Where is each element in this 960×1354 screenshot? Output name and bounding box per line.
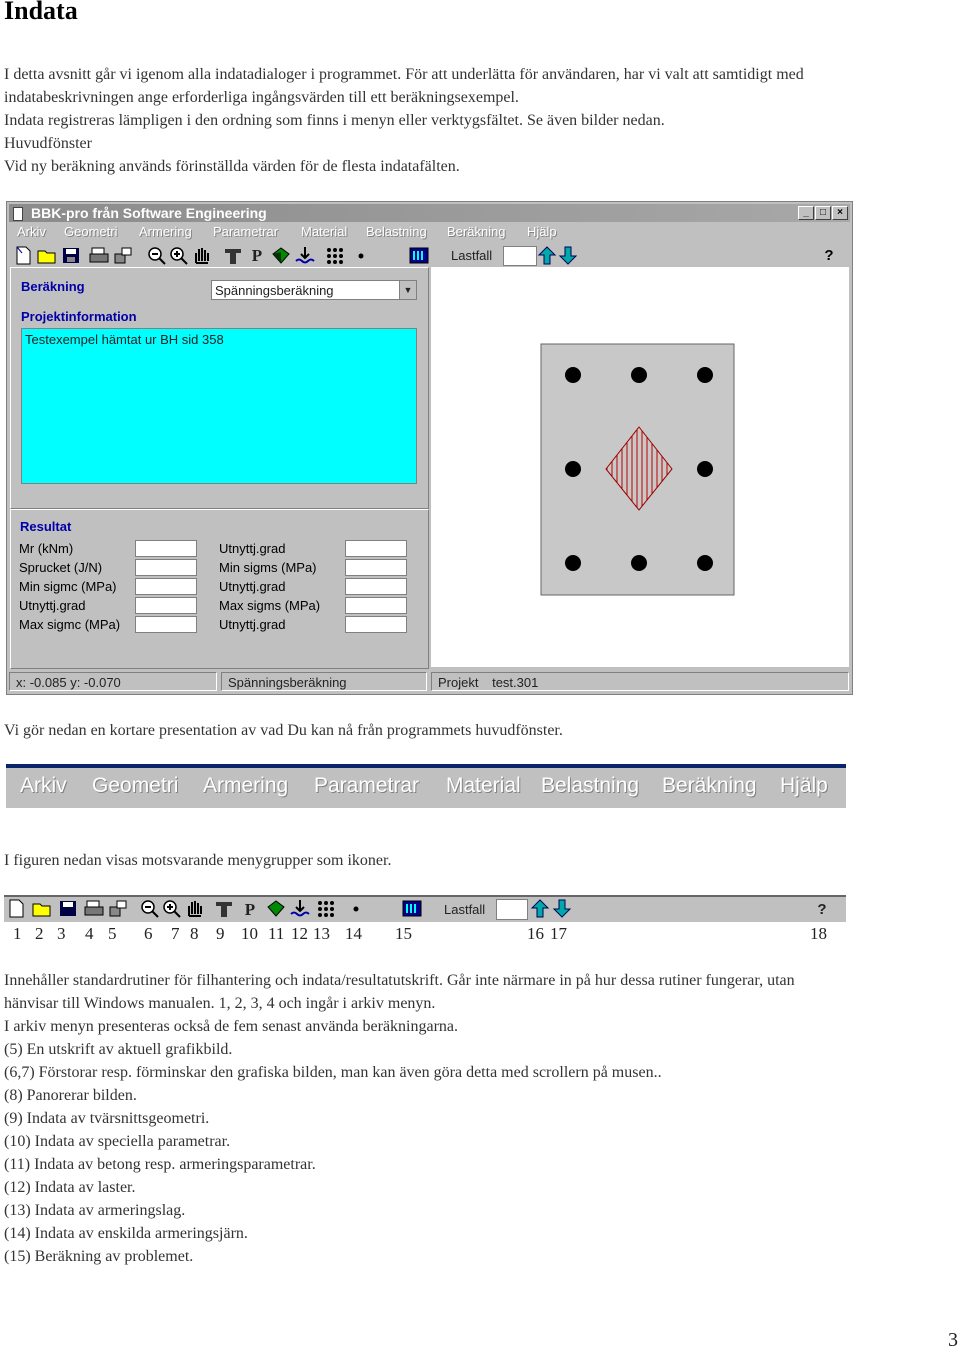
rebar	[631, 367, 647, 383]
toolbar-number: 2	[35, 924, 44, 943]
toolbar-enlarged	[4, 895, 846, 922]
big-zoom-in-icon[interactable]	[162, 899, 182, 918]
section-geometry-icon[interactable]	[223, 246, 243, 265]
result-field-max-sigms[interactable]	[345, 597, 407, 614]
project-info-text: Testexempel hämtat ur BH sid 358	[25, 332, 224, 347]
result-field-min-sigmc[interactable]	[135, 578, 197, 595]
toolbar-number: 13	[313, 924, 330, 943]
toolbar-number: 6	[144, 924, 153, 943]
big-arrow-up-icon[interactable]	[530, 899, 550, 918]
rebar	[697, 367, 713, 383]
result-label-max-sigmc: Max sigmc (MPa)	[19, 617, 121, 632]
zoom-in-icon[interactable]	[169, 246, 189, 265]
input-panel	[10, 267, 429, 509]
projekt-label: Projektinformation	[21, 309, 137, 324]
result-field-min-sigms[interactable]	[345, 559, 407, 576]
toolbar-number: 5	[108, 924, 117, 943]
save-icon[interactable]	[61, 246, 81, 265]
window-title: BBK-pro från Software Engineering	[31, 205, 267, 221]
arrow-up-icon[interactable]	[537, 246, 557, 265]
big-zoom-out-icon[interactable]	[140, 899, 160, 918]
cross-section-drawing	[431, 267, 849, 667]
toolbar-number: 3	[57, 924, 66, 943]
body-line-11: (13) Indata av armeringslag.	[4, 1202, 186, 1219]
result-panel	[10, 509, 429, 669]
result-field-utnyttj-2[interactable]	[345, 540, 407, 557]
menu-hjalp[interactable]: Hjälp	[527, 224, 557, 239]
big-material-icon[interactable]	[266, 899, 286, 918]
single-bar-icon[interactable]	[351, 246, 371, 265]
rebar	[565, 461, 581, 477]
big-loads-icon[interactable]	[290, 899, 310, 918]
intro-line-5: Vid ny beräkning används förinställda värden för de flesta indatafälten.	[4, 158, 460, 175]
big-print-preview-icon[interactable]	[108, 899, 128, 918]
reinforcement-layers-icon[interactable]	[325, 246, 345, 265]
body-line-9: (11) Indata av betong resp. armeringsparametrar.	[4, 1156, 316, 1173]
berakning-label: Beräkning	[21, 279, 85, 294]
big-reinforcement-layers-icon[interactable]	[316, 899, 336, 918]
body-line-7: (9) Indata av tvärsnittsgeometri.	[4, 1110, 210, 1127]
menu-armering[interactable]: Armering	[139, 224, 192, 239]
big-menu-berakning[interactable]: Beräkning	[662, 774, 757, 797]
result-field-utnyttj-4[interactable]	[345, 616, 407, 633]
body-line-1: Innehåller standardrutiner för filhantering och indata/resultatutskrift. Går inte närmare in på hur dessa rutiner fungerar, utan	[4, 972, 795, 989]
lastfall-input[interactable]	[503, 246, 537, 266]
app-icon	[13, 207, 23, 221]
intro-line-2: indatabeskrivningen ange erforderliga ingångsvärden till ett beräkningsexempel.	[4, 89, 519, 106]
result-label-utnyttj-2: Utnyttj.grad	[219, 541, 286, 556]
status-bar	[9, 670, 850, 692]
rebar	[697, 555, 713, 571]
toolbar-number: 10	[241, 924, 258, 943]
print-preview-icon[interactable]	[113, 246, 133, 265]
big-single-bar-icon[interactable]	[346, 899, 366, 918]
big-menu-parametrar[interactable]: Parametrar	[314, 774, 420, 797]
rebar	[697, 461, 713, 477]
toolbar-number: 12	[291, 924, 308, 943]
minimize-button[interactable]: _	[798, 206, 814, 220]
status-mode: Spänningsberäkning	[221, 672, 427, 691]
title-bar	[9, 204, 850, 222]
big-parameters-icon[interactable]: P	[244, 900, 256, 919]
status-project-file: test.301	[492, 675, 539, 690]
zoom-out-icon[interactable]	[147, 246, 167, 265]
status-project	[431, 672, 849, 691]
berakning-select-value: Spänningsberäkning	[215, 283, 334, 298]
menu-arkiv[interactable]: Arkiv	[17, 224, 46, 239]
big-help-icon[interactable]: ?	[817, 901, 827, 918]
toolbar-number: 8	[190, 924, 199, 943]
big-print-icon[interactable]	[84, 899, 104, 918]
big-arrow-down-icon[interactable]	[552, 899, 572, 918]
toolbar-number: 11	[268, 924, 285, 943]
result-label-min-sigmc: Min sigmc (MPa)	[19, 579, 117, 594]
toolbar	[11, 244, 848, 268]
toolbar-number: 4	[85, 924, 94, 943]
help-icon[interactable]: ?	[824, 247, 834, 264]
big-calculate-icon[interactable]	[402, 899, 422, 918]
menu-belastning[interactable]: Belastning	[366, 224, 427, 239]
status-coords: x: -0.085 y: -0.070	[9, 672, 217, 691]
body-line-2: hänvisar till Windows manualen. 1, 2, 3, 4 och ingår i arkiv menyn.	[4, 995, 436, 1012]
pan-hand-icon[interactable]	[191, 246, 211, 265]
berakning-select[interactable]	[211, 280, 417, 300]
toolbar-number: 7	[171, 924, 180, 943]
menu-bar-enlarged	[6, 764, 846, 808]
big-menu-hjalp[interactable]: Hjälp	[780, 774, 828, 797]
big-menu-armering[interactable]: Armering	[203, 774, 289, 797]
result-field-utnyttj-3[interactable]	[345, 578, 407, 595]
big-menu-belastning[interactable]: Belastning	[541, 774, 640, 797]
big-menu-material[interactable]: Material	[446, 774, 521, 797]
result-label-min-sigms: Min sigms (MPa)	[219, 560, 317, 575]
body-line-8: (10) Indata av speciella parametrar.	[4, 1133, 231, 1150]
result-field-utnyttj-1[interactable]	[135, 597, 197, 614]
close-button[interactable]: ×	[832, 206, 848, 220]
toolbar-number: 1	[13, 924, 22, 943]
result-label-utnyttj-3: Utnyttj.grad	[219, 579, 286, 594]
result-field-max-sigmc[interactable]	[135, 616, 197, 633]
rebar	[631, 555, 647, 571]
big-section-geometry-icon[interactable]	[214, 899, 234, 918]
arrow-down-icon[interactable]	[558, 246, 578, 265]
result-label-sprucket: Sprucket (J/N)	[19, 560, 103, 575]
parameters-icon[interactable]: P	[251, 246, 263, 265]
big-lastfall-input[interactable]	[496, 899, 528, 920]
toolbar-number: 15	[395, 924, 412, 943]
big-pan-hand-icon[interactable]	[184, 899, 204, 918]
intro-line-1: I detta avsnitt går vi igenom alla indatadialoger i programmet. För att underlätta för användaren, har vi valt att samtidigt med	[4, 66, 804, 83]
page-title: Indata	[4, 0, 78, 25]
app-window	[6, 201, 853, 695]
rebar	[565, 367, 581, 383]
project-info-textarea[interactable]	[21, 328, 417, 484]
big-open-folder-icon[interactable]	[32, 899, 52, 918]
toolbar-number: 18	[810, 924, 827, 943]
body-line-12: (14) Indata av enskilda armeringsjärn.	[4, 1225, 248, 1242]
loads-icon[interactable]	[295, 246, 315, 265]
toolbar-number: 14	[345, 924, 362, 943]
big-lastfall-label: Lastfall	[444, 902, 486, 917]
calculate-icon[interactable]	[409, 246, 429, 265]
intro-line-3: Indata registreras lämpligen i den ordning som finns i menyn eller verktygsfältet. Se även bilder nedan.	[4, 112, 665, 129]
toolbar-number: 9	[216, 924, 225, 943]
intro-line-4: Huvudfönster	[4, 135, 92, 152]
page-number: 3	[948, 1329, 958, 1351]
body-line-10: (12) Indata av laster.	[4, 1179, 136, 1196]
menu-material[interactable]: Material	[301, 224, 348, 239]
body-line-3: I arkiv menyn presenteras också de fem senast använda beräkningarna.	[4, 1018, 459, 1035]
big-save-icon[interactable]	[58, 899, 78, 918]
lastfall-label: Lastfall	[451, 248, 493, 263]
result-field-mr[interactable]	[135, 540, 197, 557]
open-folder-icon[interactable]	[37, 246, 57, 265]
paragraph-icons-intro: I figuren nedan visas motsvarande menygrupper som ikoner.	[4, 852, 392, 869]
paragraph-menu-intro: Vi gör nedan en kortare presentation av vad Du kan nå från programmets huvudfönster.	[4, 722, 563, 739]
menu-geometri[interactable]: Geometri	[64, 224, 118, 239]
material-icon[interactable]	[271, 246, 291, 265]
result-field-sprucket[interactable]	[135, 559, 197, 576]
resultat-label: Resultat	[20, 519, 72, 534]
result-label-max-sigms: Max sigms (MPa)	[219, 598, 321, 613]
big-menu-geometri[interactable]: Geometri	[92, 774, 179, 797]
result-label-utnyttj-4: Utnyttj.grad	[219, 617, 286, 632]
menu-berakning[interactable]: Beräkning	[447, 224, 506, 239]
new-file-icon[interactable]	[13, 246, 33, 265]
status-project-label: Projekt	[438, 675, 479, 690]
body-line-13: (15) Beräkning av problemet.	[4, 1248, 194, 1265]
body-line-6: (8) Panorerar bilden.	[4, 1087, 137, 1104]
big-new-file-icon[interactable]	[6, 899, 26, 918]
menu-parametrar[interactable]: Parametrar	[213, 224, 279, 239]
rebar	[565, 555, 581, 571]
chevron-down-icon[interactable]: ▼	[399, 281, 416, 299]
big-menu-arkiv[interactable]: Arkiv	[20, 774, 67, 797]
result-label-utnyttj-1: Utnyttj.grad	[19, 598, 86, 613]
toolbar-number: 16	[527, 924, 544, 943]
body-line-4: (5) En utskrift av aktuell grafikbild.	[4, 1041, 233, 1058]
print-icon[interactable]	[89, 246, 109, 265]
maximize-button[interactable]: □	[815, 206, 831, 220]
toolbar-number: 17	[550, 924, 567, 943]
graphics-canvas[interactable]	[431, 267, 849, 667]
body-line-5: (6,7) Förstorar resp. förminskar den grafiska bilden, man kan även göra detta med scrollern på musen..	[4, 1064, 662, 1081]
result-label-mr: Mr (kNm)	[19, 541, 74, 556]
